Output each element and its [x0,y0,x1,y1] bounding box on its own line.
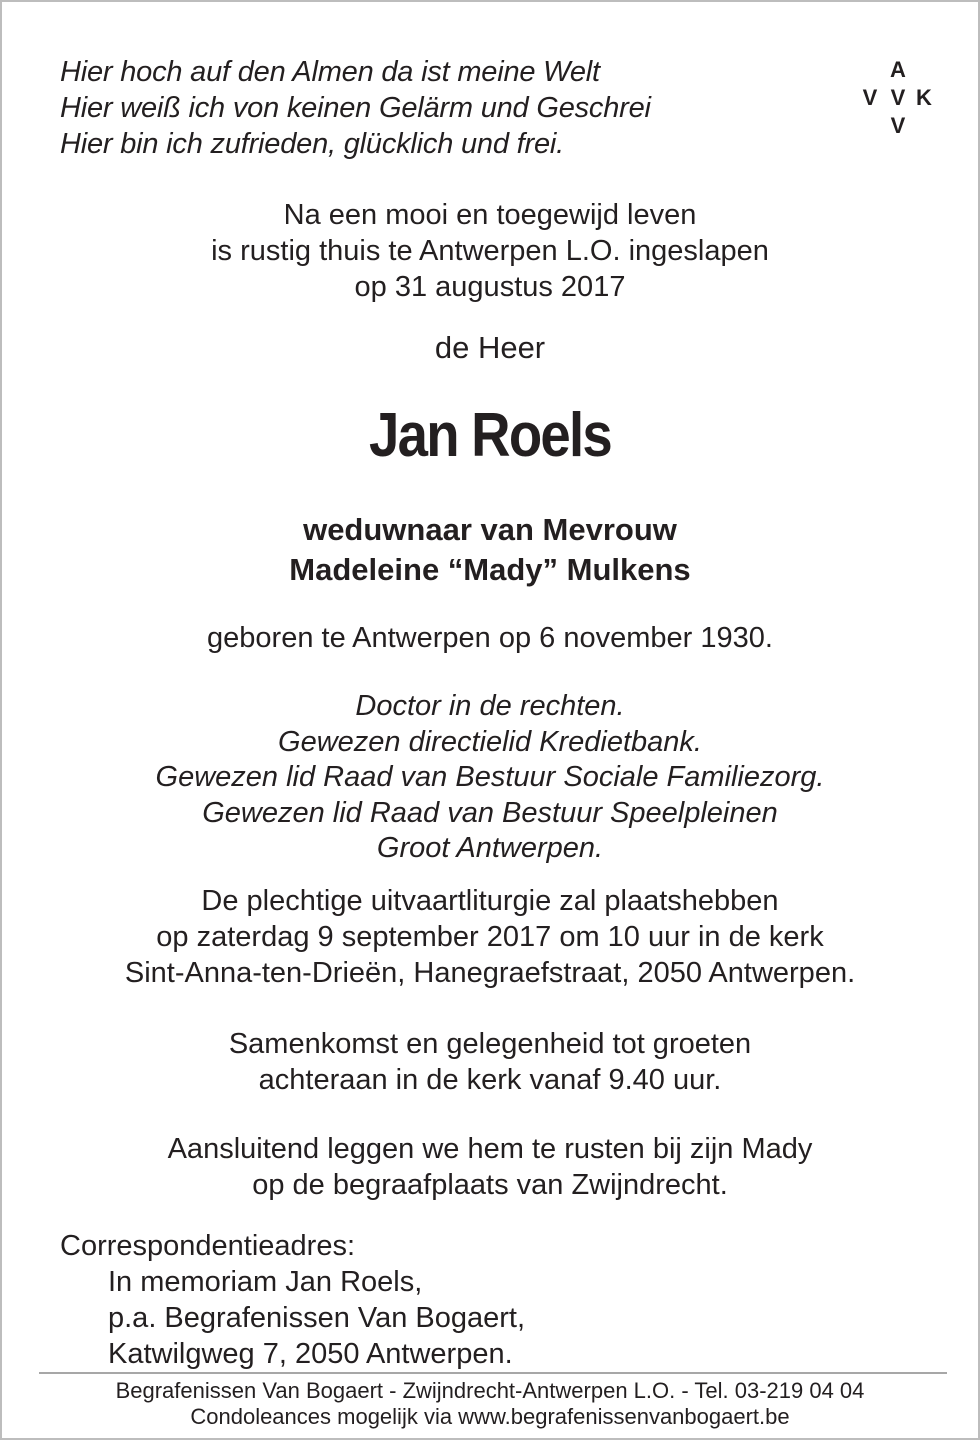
funeral-line: De plechtige uitvaartliturgie zal plaatshebben [201,885,779,917]
intro-text [2,197,978,305]
avvk-logo [854,56,944,138]
poem-line: Hier weiß ich von keinen Gelärm und Geschrei [60,92,651,124]
burial-line: op de begraafplaats van Zwijndrecht. [252,1169,728,1201]
meeting-info [2,1026,978,1098]
widower-line: weduwnaar van Mevrouw [303,512,677,547]
title-line: Gewezen lid Raad van Bestuur Speelpleinen [202,796,778,829]
poem-line: Hier bin ich zufrieden, glücklich und frei. [60,128,564,160]
footer-contact: Begrafenissen Van Bogaert - Zwijndrecht-Antwerpen L.O. - Tel. 03-219 04 04 [115,1378,865,1403]
logo-letter-left: V [862,85,878,110]
title-line: Gewezen lid Raad van Bestuur Sociale Familiezorg. [155,761,825,793]
logo-letter-top: A [890,57,906,82]
footer [2,1378,978,1430]
burial-line: Aansluitend leggen we hem te rusten bij zijn Mady [167,1133,813,1165]
title-line: Gewezen directielid Kredietbank. [278,725,702,758]
funeral-line: Sint-Anna-ten-Drieën, Hanegraefstraat, 2050 Antwerpen. [124,957,856,989]
birth-info: geboren te Antwerpen op 6 november 1930. [207,622,773,654]
funeral-line: op zaterdag 9 september 2017 om 10 uur in de kerk [156,921,824,953]
intro-line: Na een mooi en toegewijd leven [283,199,697,231]
deceased-name: Jan Roels [369,401,611,470]
footer-divider [39,1372,947,1374]
poem-quote [60,54,651,162]
title-line: Groot Antwerpen. [376,832,604,864]
correspondence-address [60,1228,525,1372]
intro-line: op 31 augustus 2017 [354,271,626,303]
funeral-info [2,883,978,991]
footer-condolences: Condoleances mogelijk via www.begrafenissenvanbogaert.be [190,1404,790,1429]
poem-line: Hier hoch auf den Almen da ist meine Welt [60,56,600,88]
titles-list [2,689,978,867]
logo-letter-middle: V [890,85,906,110]
intro-line: is rustig thuis te Antwerpen L.O. ingeslapen [211,235,769,267]
correspondence-line: In memoriam Jan Roels, [108,1266,423,1298]
meeting-line: Samenkomst en gelegenheid tot groeten [228,1028,752,1060]
correspondence-label: Correspondentieadres: [60,1230,356,1262]
logo-letter-bottom: V [890,113,906,138]
correspondence-line: Katwilgweg 7, 2050 Antwerpen. [108,1338,513,1370]
logo-letter-right: K [916,85,932,110]
widower-of [2,510,978,590]
correspondence-line: p.a. Begrafenissen Van Bogaert, [108,1302,526,1334]
burial-info [2,1131,978,1203]
honorific: de Heer [434,330,546,365]
meeting-line: achteraan in de kerk vanaf 9.40 uur. [258,1064,722,1096]
title-line: Doctor in de rechten. [355,690,625,722]
widower-line: Madeleine “Mady” Mulkens [289,552,691,587]
